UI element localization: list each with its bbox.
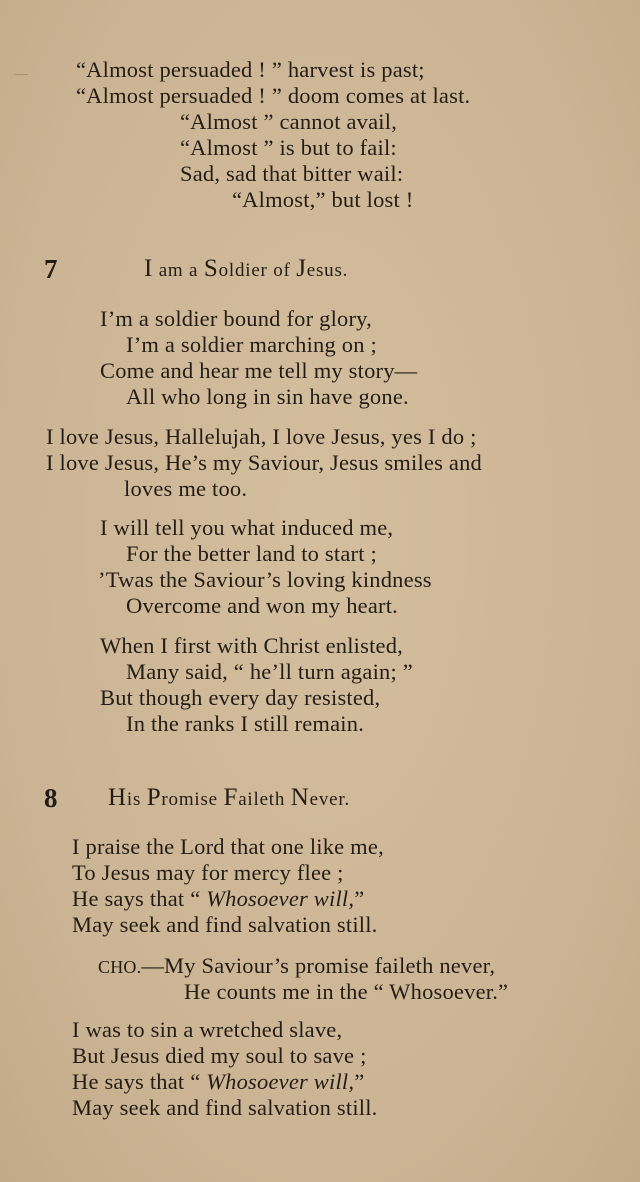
- verse-line: He says that “ Whosoever will,”: [72, 886, 365, 911]
- verse-line: “Almost,” but lost !: [232, 187, 414, 212]
- chorus-line: loves me too.: [124, 476, 248, 501]
- verse-line: Come and hear me tell my story—: [100, 358, 418, 383]
- verse-line: But though every day resisted,: [100, 685, 381, 710]
- chorus-line: He counts me in the “ Whosoever.”: [184, 979, 509, 1004]
- chorus-line: I love Jesus, Hallelujah, I love Jesus, yes I do ;: [46, 424, 477, 449]
- verse-line: “Almost persuaded ! ” harvest is past;: [76, 57, 425, 82]
- verse-line: For the better land to start ;: [126, 541, 377, 566]
- hymn-number: 7: [44, 254, 58, 284]
- verse-line: Sad, sad that bitter wail:: [180, 161, 404, 186]
- verse-line: I will tell you what induced me,: [100, 515, 394, 540]
- verse-line: He says that “ Whosoever will,”: [72, 1069, 365, 1094]
- verse-line: “Almost persuaded ! ” doom comes at last.: [76, 83, 471, 108]
- chorus-line: CHO.—My Saviour’s promise faileth never,: [98, 953, 496, 978]
- chorus-label: CHO.: [98, 957, 142, 977]
- page-edge-mark: [14, 74, 28, 75]
- chorus-line: I love Jesus, He’s my Saviour, Jesus smiles and: [46, 450, 482, 475]
- verse-line: Overcome and won my heart.: [126, 593, 398, 618]
- verse-line: “Almost ” is but to fail:: [180, 135, 397, 160]
- verse-line: May seek and find salvation still.: [72, 912, 378, 937]
- hymn-number: 8: [44, 783, 58, 813]
- verse-line: Many said, “ he’ll turn again; ”: [126, 659, 413, 684]
- hymn-title: His Promise Faileth Never.: [108, 784, 351, 811]
- verse-line: I praise the Lord that one like me,: [72, 834, 384, 859]
- verse-line: I was to sin a wretched slave,: [72, 1017, 343, 1042]
- verse-line: To Jesus may for mercy flee ;: [72, 860, 344, 885]
- verse-line: ’Twas the Saviour’s loving kindness: [98, 567, 432, 592]
- verse-line: I’m a soldier bound for glory,: [100, 306, 372, 331]
- verse-line: “Almost ” cannot avail,: [180, 109, 398, 134]
- hymn-title: I am a Soldier of Jesus.: [144, 255, 349, 282]
- verse-line: I’m a soldier marching on ;: [126, 332, 377, 357]
- verse-line: All who long in sin have gone.: [126, 384, 409, 409]
- verse-line: May seek and find salvation still.: [72, 1095, 378, 1120]
- verse-line: In the ranks I still remain.: [126, 711, 365, 736]
- verse-line: But Jesus died my soul to save ;: [72, 1043, 367, 1068]
- verse-line: When I first with Christ enlisted,: [100, 633, 404, 658]
